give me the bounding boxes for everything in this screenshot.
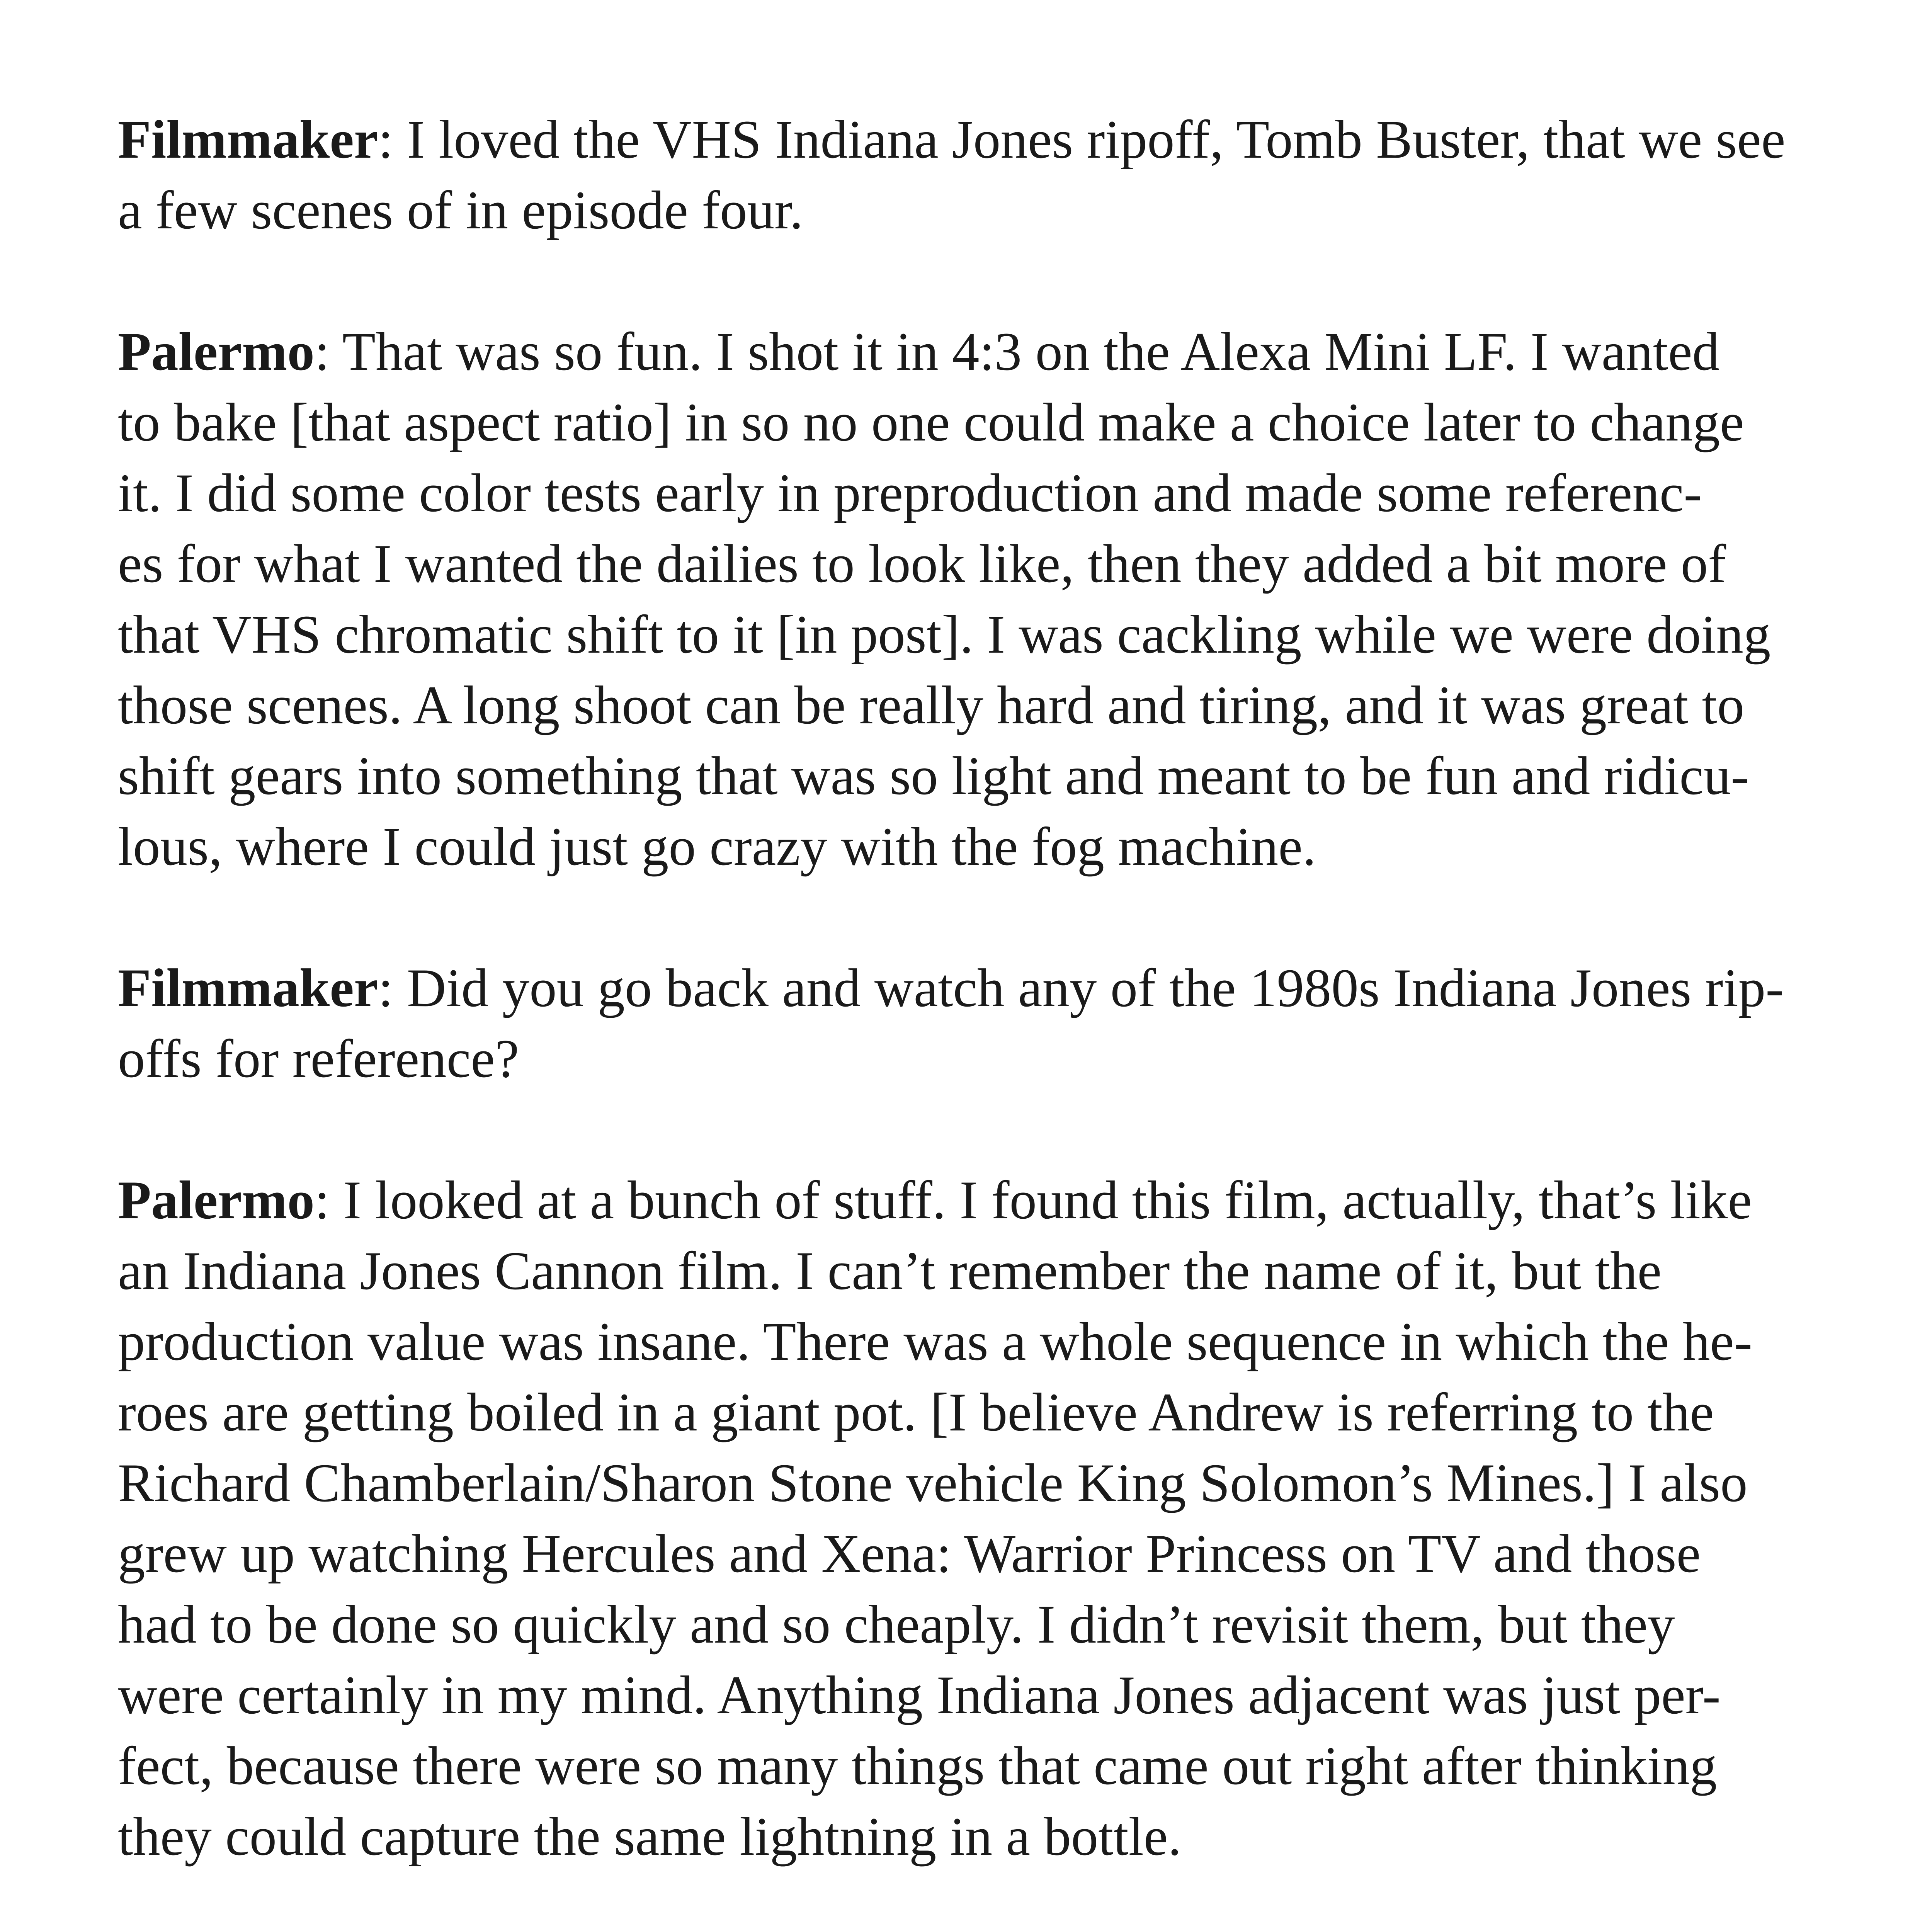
text-line: grew up watching Hercules and Xena: Warrior Princess on TV and those: [118, 1524, 1701, 1584]
text-line: that VHS chromatic shift to it [in post]. I was cackling while we were doing: [118, 604, 1771, 665]
text-line: lous, where I could just go crazy with the fog machine.: [118, 816, 1316, 877]
question-block: [118, 953, 1880, 1094]
speaker-separator: :: [314, 321, 330, 382]
speaker-separator: :: [378, 109, 393, 170]
speaker-name: Palermo: [118, 321, 315, 382]
text-line: [118, 316, 1880, 387]
line-text: I loved the VHS Indiana Jones ripoff, Tomb Buster, that we see: [393, 109, 1786, 170]
text-line: [118, 104, 1880, 175]
text-line: had to be done so quickly and so cheaply. I didn’t revisit them, but they: [118, 1594, 1675, 1655]
answer-block: [118, 1165, 1880, 1872]
text-line: it. I did some color tests early in preproduction and made some referenc-: [118, 463, 1702, 523]
question-block: [118, 104, 1880, 246]
text-line: [118, 1165, 1880, 1236]
speaker-name: Filmmaker: [118, 109, 378, 170]
speaker-name: Filmmaker: [118, 958, 378, 1018]
line-text: I looked at a bunch of stuff. I found this film, actually, that’s like: [330, 1170, 1752, 1230]
text-line: to bake [that aspect ratio] in so no one could make a choice later to change: [118, 392, 1744, 452]
line-text: That was so fun. I shot it in 4:3 on the Alexa Mini LF. I wanted: [330, 321, 1719, 382]
line-text: Did you go back and watch any of the 1980s Indiana Jones rip-: [393, 958, 1784, 1018]
text-line: production value was insane. There was a whole sequence in which the he-: [118, 1311, 1752, 1372]
speaker-name: Palermo: [118, 1170, 315, 1230]
text-line: roes are getting boiled in a giant pot. [I believe Andrew is referring to the: [118, 1382, 1714, 1442]
text-line: they could capture the same lightning in a bottle.: [118, 1806, 1182, 1867]
text-line: shift gears into something that was so light and meant to be fun and ridicu-: [118, 746, 1749, 806]
text-line: [118, 953, 1880, 1024]
text-line: Richard Chamberlain/Sharon Stone vehicle King Solomon’s Mines.] I also: [118, 1453, 1748, 1513]
speaker-separator: :: [378, 958, 393, 1018]
text-line: were certainly in my mind. Anything Indiana Jones adjacent was just per-: [118, 1665, 1721, 1725]
answer-block: [118, 316, 1880, 882]
interview-article: [118, 104, 1880, 1932]
speaker-separator: :: [314, 1170, 330, 1230]
text-line: fect, because there were so many things that came out right after thinking: [118, 1736, 1717, 1796]
text-line: offs for reference?: [118, 1029, 519, 1089]
text-line: those scenes. A long shoot can be really hard and tiring, and it was great to: [118, 675, 1745, 735]
text-line: a few scenes of in episode four.: [118, 180, 803, 240]
text-line: an Indiana Jones Cannon film. I can’t remember the name of it, but the: [118, 1241, 1662, 1301]
text-line: es for what I wanted the dailies to look like, then they added a bit more of: [118, 534, 1726, 594]
